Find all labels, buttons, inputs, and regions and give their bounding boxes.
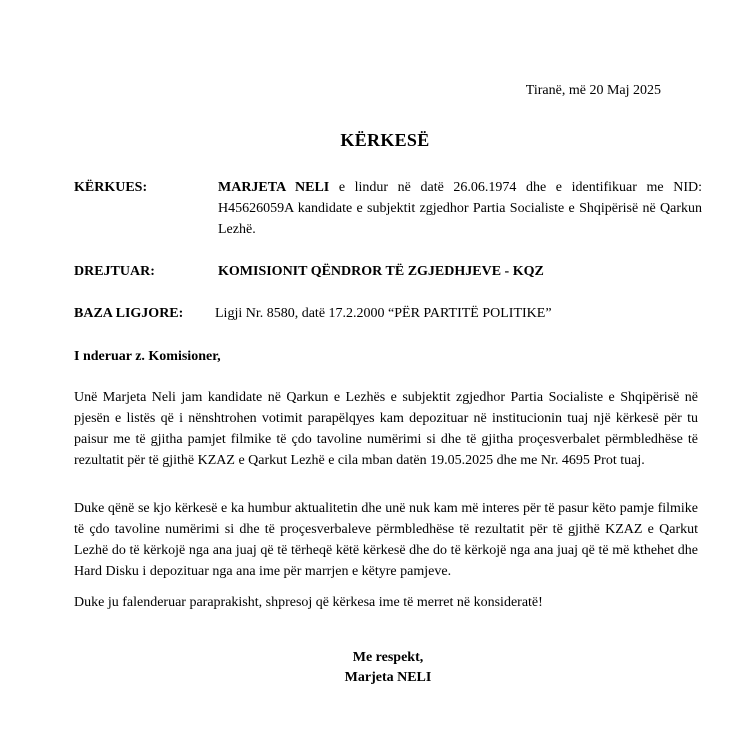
document-title: KËRKESË	[340, 130, 430, 150]
salutation: I nderuar z. Komisioner,	[74, 349, 221, 364]
signature-name: Marjeta NELI	[344, 670, 432, 685]
body-paragraph: Unë Marjeta Neli jam kandidate në Qarkun e Lezhës e subjektit zgjedhor Partia Socialiste e Shqipërisë në pjesën e listës që i nënshtrohen votimit parapëlqyes kam depozituar në institucionin tuaj një kërkesë për tu paisur me të gjitha pamjet filmike të çdo tavoline numërimi si dhe të gjitha proçesverbalet përmbledhëse të rezultatit për të gjithë KZAZ e Qarkut Lezhë e cila mban datën 19.05.2025 dhe me Nr. 4695 Prot tuaj.	[74, 390, 698, 468]
closing-regards: Me respekt,	[352, 650, 424, 665]
body-paragraph: Duke qënë se kjo kërkesë e ka humbur aktualitetin dhe unë nuk kam më interes për të pasur këto pamje filmike të çdo tavoline numërimi si dhe të proçesverbaleve përmbledhëse të rezultatit për të gjithë KZAZ e Qarkut Lezhë do të kërkojë nga ana juaj që të tërheqë këtë kërkesë dhe do të kërkojë nga ana juaj që të më kthehet dhe Hard Disku i depozituar nga ana ime për marrjen e këtyre pamjeve.	[74, 501, 698, 579]
closing-block	[0, 648, 738, 688]
kerkues-label: KËRKUES:	[74, 180, 148, 195]
drejtuar-label: DREJTUAR:	[74, 264, 155, 279]
drejtuar-value: KOMISIONIT QËNDROR TË ZGJEDHJEVE - KQZ	[218, 264, 544, 279]
baza-ligjore-label: BAZA LIGJORE:	[74, 306, 184, 321]
baza-ligjore-value: Ligji Nr. 8580, datë 17.2.2000 “PËR PARTITË POLITIKE”	[215, 306, 552, 321]
kerkues-text: e lindur në datë 26.06.1974 dhe e identifikuar me NID: H45626059A kandidate e subjektit zgjedhor Partia Socialiste e Shqipërisë në Qarkun Lezhë.	[218, 180, 702, 237]
kerkues-details	[218, 177, 702, 240]
date-line: Tiranë, më 20 Maj 2025	[525, 83, 661, 98]
kerkues-name: MARJETA NELI	[218, 180, 330, 195]
body-paragraph: Duke ju falenderuar paraprakisht, shpresoj që kërkesa ime të merret në konsideratë!	[74, 595, 543, 610]
